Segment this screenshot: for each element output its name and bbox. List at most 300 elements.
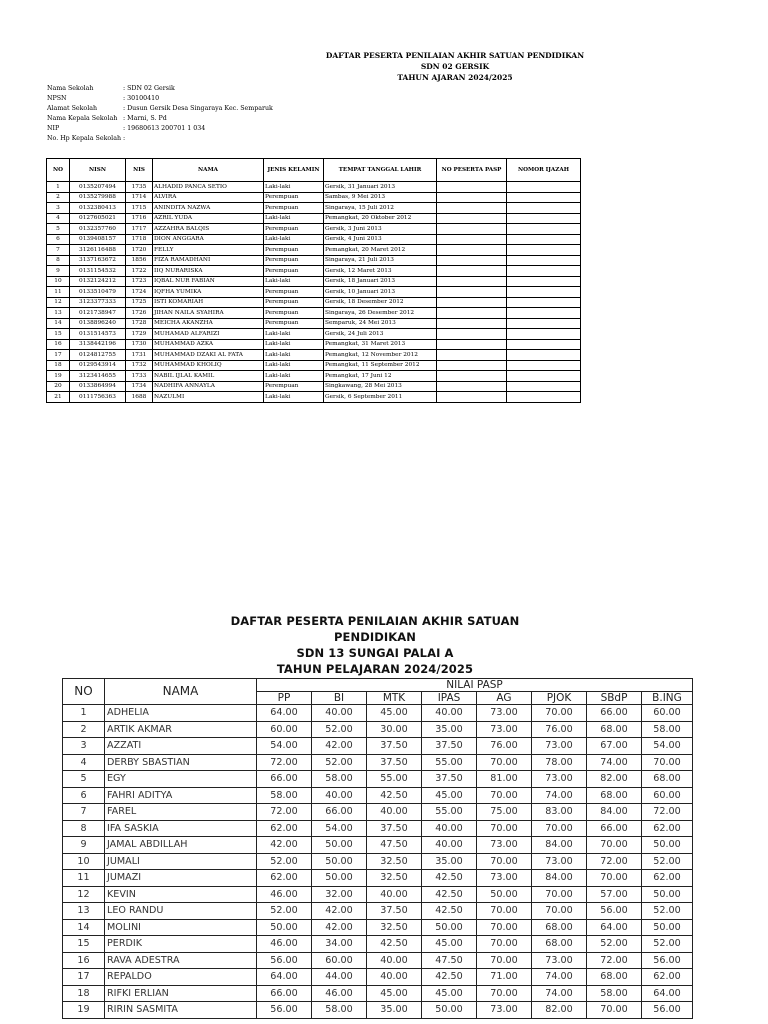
- student-name: RIFKI ERLIAN: [105, 985, 257, 1002]
- info-label: Nama Kepala Sekolah: [47, 115, 118, 122]
- table-cell: [437, 182, 507, 193]
- score-cell: 37.50: [422, 738, 477, 755]
- table-cell: ISTI KOMARIAH: [153, 297, 264, 308]
- score-cell: 42.50: [367, 787, 422, 804]
- table-cell: FIZA RAMADHANI: [153, 255, 264, 266]
- table-row: [63, 985, 693, 1002]
- table-row: [63, 738, 693, 755]
- score-cell: 84.00: [532, 837, 587, 854]
- table-cell: [507, 287, 581, 298]
- table-cell: AZZAHRA BALQIS: [153, 224, 264, 235]
- table-cell: Pemangkat, 17 Juni 12: [324, 371, 437, 382]
- student-name: KEVIN: [105, 886, 257, 903]
- table-cell: 3126116488: [70, 245, 126, 256]
- table-cell: 0132124212: [70, 276, 126, 287]
- row-number: 15: [63, 936, 105, 953]
- score-cell: 60.00: [312, 952, 367, 969]
- row-number: 1: [63, 705, 105, 722]
- score-cell: 70.00: [477, 919, 532, 936]
- table-cell: 1732: [126, 360, 153, 371]
- table-cell: 6: [47, 234, 70, 245]
- score-cell: 72.00: [642, 804, 693, 821]
- table-cell: 0121738947: [70, 308, 126, 319]
- doc2-title-line: DAFTAR PESERTA PENILAIAN AKHIR SATUAN PENDIDIKAN: [230, 614, 520, 644]
- table-cell: [437, 318, 507, 329]
- table-cell: [507, 266, 581, 277]
- score-cell: 62.00: [257, 870, 312, 887]
- doc1-title-line: TAHUN AJARAN 2024/2025: [397, 73, 513, 82]
- score-cell: 60.00: [642, 787, 693, 804]
- table-cell: Perempuan: [264, 318, 324, 329]
- score-cell: 74.00: [587, 754, 642, 771]
- subject-header: BI: [312, 692, 367, 705]
- score-cell: 70.00: [477, 787, 532, 804]
- table-cell: 0132357760: [70, 224, 126, 235]
- score-cell: 37.50: [367, 820, 422, 837]
- score-cell: 72.00: [587, 853, 642, 870]
- score-cell: 40.00: [422, 837, 477, 854]
- score-cell: 32.50: [367, 919, 422, 936]
- table-cell: ALHADID PANCA SETIO: [153, 182, 264, 193]
- table-cell: Pemangkat, 31 Maret 2013: [324, 339, 437, 350]
- score-cell: 54.00: [257, 738, 312, 755]
- score-cell: 37.50: [367, 754, 422, 771]
- student-name: JUMAZI: [105, 870, 257, 887]
- table-cell: Perempuan: [264, 266, 324, 277]
- table-row: [47, 371, 581, 382]
- header-no: NO: [63, 679, 105, 705]
- table-cell: [507, 392, 581, 403]
- score-cell: 73.00: [477, 705, 532, 722]
- table-cell: 0129543914: [70, 360, 126, 371]
- table-cell: 0111756363: [70, 392, 126, 403]
- info-value: : Marni, S. Pd: [123, 115, 167, 122]
- table-row: [47, 297, 581, 308]
- table-cell: IQFHA YUMIKA: [153, 287, 264, 298]
- score-cell: 52.00: [642, 853, 693, 870]
- table-cell: 0132380413: [70, 203, 126, 214]
- table-cell: Gersik, 18 Januari 2013: [324, 276, 437, 287]
- score-cell: 82.00: [532, 1002, 587, 1019]
- score-cell: 70.00: [477, 853, 532, 870]
- table-cell: [437, 329, 507, 340]
- score-cell: 55.00: [422, 804, 477, 821]
- table-row: [63, 804, 693, 821]
- table-cell: 9: [47, 266, 70, 277]
- table-row: [47, 234, 581, 245]
- score-cell: 66.00: [312, 804, 367, 821]
- row-number: 5: [63, 771, 105, 788]
- score-cell: 35.00: [367, 1002, 422, 1019]
- row-number: 2: [63, 721, 105, 738]
- score-cell: 50.00: [642, 919, 693, 936]
- participant-table-header: [47, 159, 581, 182]
- table-cell: Perempuan: [264, 308, 324, 319]
- table-cell: Singaraya, 15 Juli 2012: [324, 203, 437, 214]
- column-header: NOMOR IJAZAH: [507, 159, 581, 182]
- score-cell: 45.00: [422, 985, 477, 1002]
- table-row: [63, 787, 693, 804]
- score-cell: 82.00: [587, 771, 642, 788]
- table-cell: Sambas, 9 Mei 2013: [324, 192, 437, 203]
- row-number: 19: [63, 1002, 105, 1019]
- info-row: [47, 84, 273, 94]
- score-cell: 45.00: [422, 787, 477, 804]
- doc2-title-line: SDN 13 SUNGAI PALAI A: [296, 646, 454, 660]
- score-cell: 34.00: [312, 936, 367, 953]
- table-cell: [507, 308, 581, 319]
- score-cell: 42.50: [422, 969, 477, 986]
- score-cell: 70.00: [587, 1002, 642, 1019]
- student-name: MOLINI: [105, 919, 257, 936]
- score-cell: 40.00: [367, 886, 422, 903]
- table-row: [47, 182, 581, 193]
- table-row: [47, 276, 581, 287]
- table-cell: [437, 213, 507, 224]
- table-cell: IIQ NURARISKA: [153, 266, 264, 277]
- column-header: NIS: [126, 159, 153, 182]
- table-cell: 16: [47, 339, 70, 350]
- table-cell: [437, 371, 507, 382]
- score-cell: 42.50: [367, 936, 422, 953]
- table-cell: Gersik, 10 Januari 2013: [324, 287, 437, 298]
- table-cell: [437, 255, 507, 266]
- table-cell: 13: [47, 308, 70, 319]
- info-value: : SDN 02 Gersik: [123, 85, 175, 92]
- score-cell: 42.00: [312, 738, 367, 755]
- score-cell: 64.00: [642, 985, 693, 1002]
- score-cell: 50.00: [312, 870, 367, 887]
- table-cell: 0135279988: [70, 192, 126, 203]
- table-cell: [507, 350, 581, 361]
- table-cell: 1734: [126, 381, 153, 392]
- student-name: AZZATI: [105, 738, 257, 755]
- table-cell: [437, 350, 507, 361]
- table-cell: 1733: [126, 371, 153, 382]
- score-cell: 52.00: [642, 936, 693, 953]
- table-cell: [507, 255, 581, 266]
- score-cell: 58.00: [312, 771, 367, 788]
- table-cell: [507, 329, 581, 340]
- student-name: FAHRI ADITYA: [105, 787, 257, 804]
- column-header: NO PESERTA PASP: [437, 159, 507, 182]
- table-cell: Perempuan: [264, 287, 324, 298]
- table-cell: Perempuan: [264, 192, 324, 203]
- score-cell: 32.50: [367, 870, 422, 887]
- table-cell: MUHAMMAD DZAKI AL FATA: [153, 350, 264, 361]
- score-cell: 66.00: [257, 985, 312, 1002]
- score-cell: 70.00: [477, 952, 532, 969]
- table-cell: [507, 297, 581, 308]
- score-cell: 45.00: [367, 705, 422, 722]
- table-cell: Laki-laki: [264, 276, 324, 287]
- score-cell: 42.00: [312, 903, 367, 920]
- table-cell: 1856: [126, 255, 153, 266]
- info-label: No. Hp Kepala Sekolah: [47, 135, 122, 142]
- score-cell: 55.00: [367, 771, 422, 788]
- table-cell: [437, 192, 507, 203]
- score-cell: 45.00: [367, 985, 422, 1002]
- table-cell: [507, 182, 581, 193]
- table-cell: NADHIFA ANNAYLA: [153, 381, 264, 392]
- score-cell: 58.00: [257, 787, 312, 804]
- table-cell: [437, 266, 507, 277]
- table-cell: Perempuan: [264, 255, 324, 266]
- table-cell: Singkawang, 28 Mei 2013: [324, 381, 437, 392]
- table-cell: [437, 203, 507, 214]
- score-cell: 67.00: [587, 738, 642, 755]
- doc2-title: [200, 613, 550, 677]
- score-cell: 66.00: [587, 705, 642, 722]
- table-cell: 3: [47, 203, 70, 214]
- table-row: [63, 771, 693, 788]
- score-cell: 73.00: [477, 870, 532, 887]
- student-name: EGY: [105, 771, 257, 788]
- table-row: [47, 360, 581, 371]
- info-value: :: [123, 135, 126, 142]
- score-table: [62, 678, 693, 1019]
- table-cell: Laki-laki: [264, 360, 324, 371]
- score-cell: 68.00: [587, 787, 642, 804]
- score-cell: 81.00: [477, 771, 532, 788]
- score-cell: 70.00: [642, 754, 693, 771]
- score-cell: 73.00: [477, 721, 532, 738]
- score-cell: 76.00: [477, 738, 532, 755]
- student-name: JUMALI: [105, 853, 257, 870]
- table-cell: Semparuk, 24 Mei 2013: [324, 318, 437, 329]
- table-cell: 1714: [126, 192, 153, 203]
- table-cell: 1730: [126, 339, 153, 350]
- score-cell: 62.00: [642, 969, 693, 986]
- score-cell: 42.00: [257, 837, 312, 854]
- score-cell: 70.00: [477, 903, 532, 920]
- table-cell: 0124812755: [70, 350, 126, 361]
- table-cell: [507, 192, 581, 203]
- table-cell: 1718: [126, 234, 153, 245]
- table-cell: [437, 287, 507, 298]
- table-cell: 1725: [126, 297, 153, 308]
- table-cell: 10: [47, 276, 70, 287]
- table-cell: [507, 224, 581, 235]
- info-label: NIP: [47, 125, 60, 132]
- table-cell: [437, 392, 507, 403]
- student-name: REPALDO: [105, 969, 257, 986]
- doc1-title-line: SDN 02 GERSIK: [420, 62, 490, 71]
- header-nama: NAMA: [105, 679, 257, 705]
- table-cell: 20: [47, 381, 70, 392]
- score-cell: 73.00: [532, 738, 587, 755]
- column-header: JENIS KELAMIN: [264, 159, 324, 182]
- info-row: [47, 134, 273, 144]
- table-cell: 8: [47, 255, 70, 266]
- score-cell: 56.00: [642, 1002, 693, 1019]
- table-cell: 12: [47, 297, 70, 308]
- subject-header: AG: [477, 692, 532, 705]
- info-label: Alamat Sekolah: [47, 105, 98, 112]
- score-cell: 70.00: [532, 705, 587, 722]
- info-label: Nama Sekolah: [47, 85, 94, 92]
- score-cell: 50.00: [642, 837, 693, 854]
- table-cell: Laki-laki: [264, 213, 324, 224]
- table-cell: [507, 371, 581, 382]
- score-cell: 50.00: [257, 919, 312, 936]
- score-cell: 70.00: [477, 820, 532, 837]
- table-row: [47, 392, 581, 403]
- table-cell: Laki-laki: [264, 339, 324, 350]
- row-number: 18: [63, 985, 105, 1002]
- score-cell: 52.00: [257, 903, 312, 920]
- table-cell: Pemangkat, 11 September 2012: [324, 360, 437, 371]
- table-cell: [507, 318, 581, 329]
- table-cell: 0139408157: [70, 234, 126, 245]
- table-cell: 1735: [126, 182, 153, 193]
- column-header: TEMPAT TANGGAL LAHIR: [324, 159, 437, 182]
- score-cell: 40.00: [367, 952, 422, 969]
- student-name: IFA SASKIA: [105, 820, 257, 837]
- table-cell: [437, 381, 507, 392]
- table-cell: 0133510479: [70, 287, 126, 298]
- table-cell: Laki-laki: [264, 234, 324, 245]
- table-cell: 21: [47, 392, 70, 403]
- column-header: NO: [47, 159, 70, 182]
- score-cell: 72.00: [257, 754, 312, 771]
- row-number: 16: [63, 952, 105, 969]
- table-cell: AZRIL YUDA: [153, 213, 264, 224]
- table-cell: Laki-laki: [264, 182, 324, 193]
- table-cell: Perempuan: [264, 297, 324, 308]
- table-cell: 1: [47, 182, 70, 193]
- header-nilai-pasp: NILAI PASP: [257, 679, 693, 692]
- table-cell: ANINDITA NAZWA: [153, 203, 264, 214]
- table-row: [63, 969, 693, 986]
- score-cell: 35.00: [422, 721, 477, 738]
- score-cell: 62.00: [257, 820, 312, 837]
- table-row: [63, 853, 693, 870]
- table-row: [63, 886, 693, 903]
- student-name: FAREL: [105, 804, 257, 821]
- row-number: 14: [63, 919, 105, 936]
- table-row: [63, 952, 693, 969]
- score-cell: 37.50: [367, 903, 422, 920]
- table-cell: [507, 339, 581, 350]
- table-row: [63, 1002, 693, 1019]
- table-row: [63, 919, 693, 936]
- table-cell: Laki-laki: [264, 350, 324, 361]
- score-cell: 47.50: [422, 952, 477, 969]
- score-cell: 68.00: [642, 771, 693, 788]
- table-cell: 3137163672: [70, 255, 126, 266]
- score-cell: 47.50: [367, 837, 422, 854]
- table-cell: MUHAMMAD AZKA: [153, 339, 264, 350]
- doc1-title-line: DAFTAR PESERTA PENILAIAN AKHIR SATUAN PENDIDIKAN: [325, 51, 585, 60]
- table-cell: Gersik, 4 Juni 2013: [324, 234, 437, 245]
- row-number: 9: [63, 837, 105, 854]
- table-cell: Laki-laki: [264, 329, 324, 340]
- table-cell: [507, 203, 581, 214]
- score-cell: 42.50: [422, 870, 477, 887]
- table-cell: 0138896240: [70, 318, 126, 329]
- score-cell: 32.50: [367, 853, 422, 870]
- row-number: 3: [63, 738, 105, 755]
- table-row: [63, 705, 693, 722]
- table-row: [47, 245, 581, 256]
- table-row: [47, 192, 581, 203]
- row-number: 7: [63, 804, 105, 821]
- table-cell: NAZULMI: [153, 392, 264, 403]
- score-cell: 45.00: [422, 936, 477, 953]
- row-number: 13: [63, 903, 105, 920]
- score-cell: 30.00: [367, 721, 422, 738]
- score-cell: 70.00: [532, 886, 587, 903]
- table-cell: Singaraya, 26 Desember 2012: [324, 308, 437, 319]
- info-row: [47, 114, 273, 124]
- score-cell: 74.00: [532, 969, 587, 986]
- column-header: NAMA: [153, 159, 264, 182]
- student-name: ADHELIA: [105, 705, 257, 722]
- score-cell: 76.00: [532, 721, 587, 738]
- table-cell: 1728: [126, 318, 153, 329]
- row-number: 4: [63, 754, 105, 771]
- table-cell: [437, 339, 507, 350]
- table-cell: 0131514573: [70, 329, 126, 340]
- table-cell: 1722: [126, 266, 153, 277]
- table-cell: 19: [47, 371, 70, 382]
- table-cell: [437, 308, 507, 319]
- table-cell: MUHAMMAD KHOLIQ: [153, 360, 264, 371]
- table-cell: Gersik, 31 Januari 2013: [324, 182, 437, 193]
- table-cell: 1726: [126, 308, 153, 319]
- score-cell: 84.00: [587, 804, 642, 821]
- score-cell: 84.00: [532, 870, 587, 887]
- table-cell: Gersik, 6 September 2011: [324, 392, 437, 403]
- score-cell: 40.00: [367, 969, 422, 986]
- score-cell: 57.00: [587, 886, 642, 903]
- info-value: : 19680613 200701 1 034: [123, 125, 206, 132]
- student-name: JAMAL ABDILLAH: [105, 837, 257, 854]
- table-cell: JIHAN NAILA SYAHIRA: [153, 308, 264, 319]
- table-cell: [507, 245, 581, 256]
- score-cell: 73.00: [477, 1002, 532, 1019]
- table-row: [63, 754, 693, 771]
- table-cell: Gersik, 24 Juli 2013: [324, 329, 437, 340]
- score-cell: 40.00: [312, 705, 367, 722]
- score-cell: 60.00: [642, 705, 693, 722]
- score-cell: 68.00: [587, 721, 642, 738]
- table-cell: 3123377333: [70, 297, 126, 308]
- table-cell: ALVIRA: [153, 192, 264, 203]
- student-name: RAVA ADESTRA: [105, 952, 257, 969]
- score-cell: 56.00: [257, 952, 312, 969]
- table-cell: Gersik, 3 Juni 2013: [324, 224, 437, 235]
- table-cell: Pemangkat, 12 November 2012: [324, 350, 437, 361]
- row-number: 17: [63, 969, 105, 986]
- table-cell: [437, 245, 507, 256]
- table-row: [47, 255, 581, 266]
- table-cell: 11: [47, 287, 70, 298]
- table-cell: 17: [47, 350, 70, 361]
- score-cell: 46.00: [257, 936, 312, 953]
- score-cell: 42.00: [312, 919, 367, 936]
- table-cell: 0127605021: [70, 213, 126, 224]
- score-cell: 68.00: [587, 969, 642, 986]
- score-cell: 58.00: [587, 985, 642, 1002]
- score-cell: 83.00: [532, 804, 587, 821]
- row-number: 6: [63, 787, 105, 804]
- score-cell: 78.00: [532, 754, 587, 771]
- score-cell: 73.00: [532, 853, 587, 870]
- score-cell: 56.00: [642, 952, 693, 969]
- score-table-header: [63, 679, 693, 692]
